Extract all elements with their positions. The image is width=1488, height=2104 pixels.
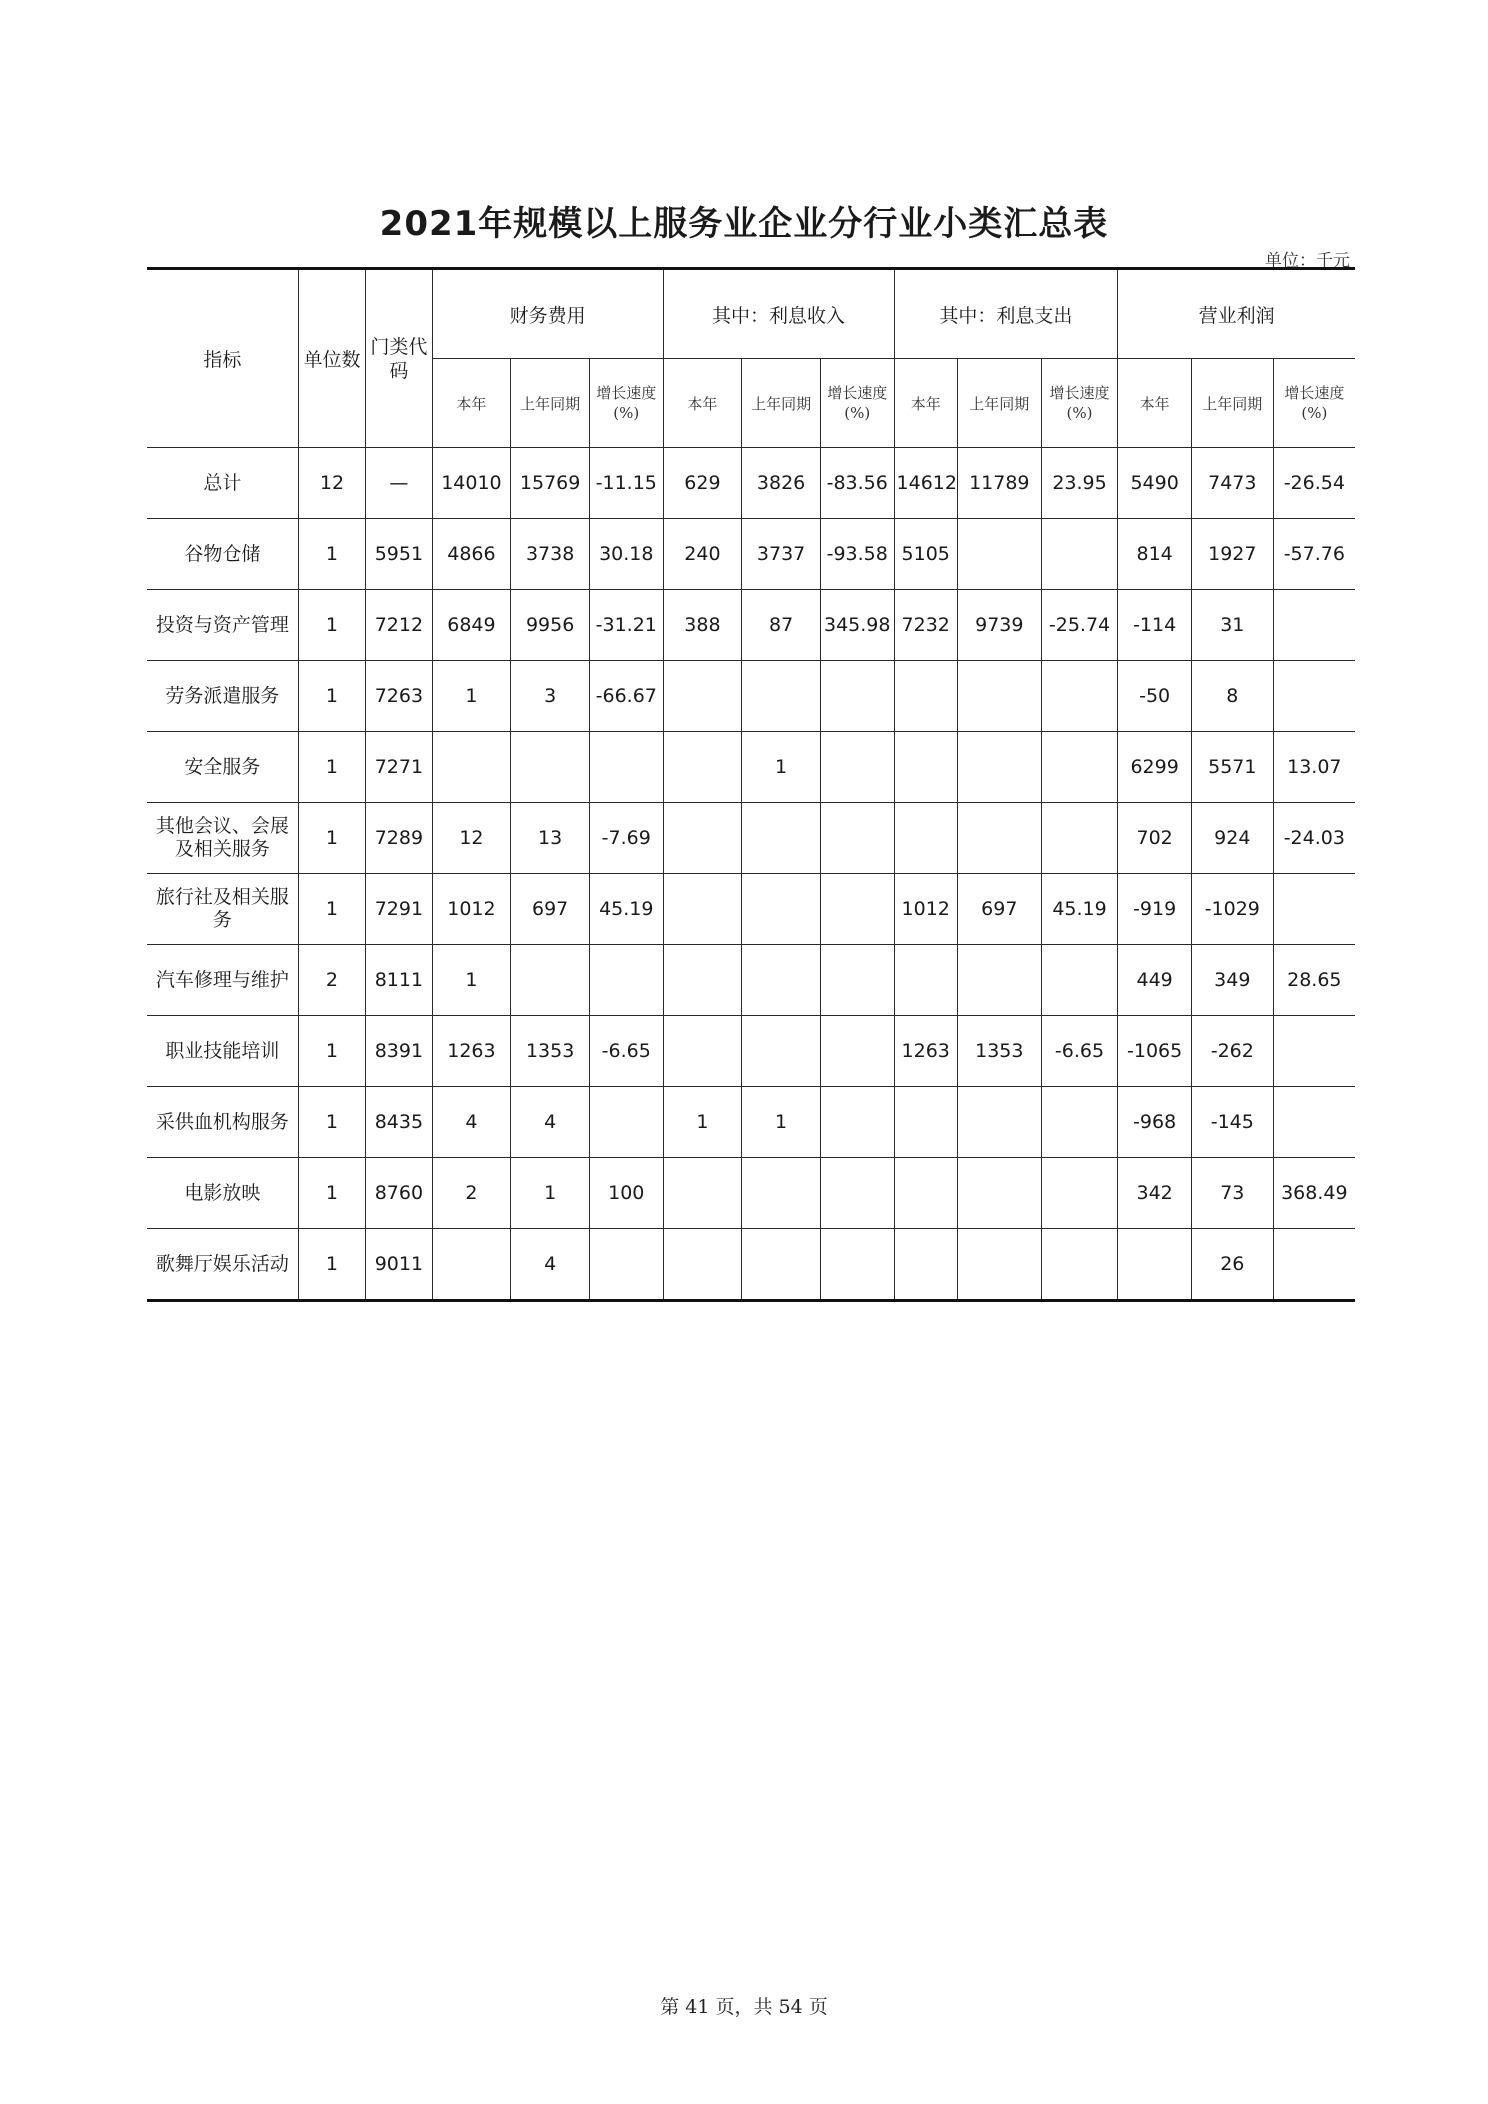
- row-value: 3826: [742, 448, 821, 519]
- row-value: [957, 732, 1041, 803]
- row-value: [589, 1229, 663, 1301]
- row-value: [742, 661, 821, 732]
- row-value: 100: [589, 1158, 663, 1229]
- subheader-g3-current-year: 本年: [1118, 359, 1192, 448]
- row-value: -145: [1191, 1087, 1273, 1158]
- row-unit-count: 12: [298, 448, 365, 519]
- row-name: 电影放映: [147, 1158, 298, 1229]
- header-group-interest-income: 其中：利息收入: [663, 269, 894, 359]
- row-value: -114: [1118, 590, 1192, 661]
- row-value: 28.65: [1273, 945, 1355, 1016]
- row-value: [511, 945, 590, 1016]
- row-value: [742, 1229, 821, 1301]
- unit-label: 单位：千元: [1265, 251, 1350, 271]
- row-code: 7291: [366, 874, 432, 945]
- row-name: 投资与资产管理: [147, 590, 298, 661]
- row-value: 45.19: [1041, 874, 1118, 945]
- row-value: 30.18: [589, 519, 663, 590]
- row-unit-count: 1: [298, 874, 365, 945]
- row-value: [589, 732, 663, 803]
- row-value: [742, 803, 821, 874]
- row-value: -7.69: [589, 803, 663, 874]
- row-value: [589, 1087, 663, 1158]
- row-value: [663, 732, 742, 803]
- row-unit-count: 1: [298, 661, 365, 732]
- row-value: [1118, 1229, 1192, 1301]
- subheader-g0-growth-rate: 增长速度(%): [589, 359, 663, 448]
- row-value: [820, 945, 894, 1016]
- row-code: 8391: [366, 1016, 432, 1087]
- row-code: —: [366, 448, 432, 519]
- row-value: 9739: [957, 590, 1041, 661]
- page-footer: 第 41 页，共 54 页: [660, 1996, 828, 2018]
- subheader-g1-prior-year: 上年同期: [742, 359, 821, 448]
- row-code: 7263: [366, 661, 432, 732]
- row-value: [1273, 1229, 1355, 1301]
- table-row: [147, 519, 1355, 590]
- row-value: [1273, 1087, 1355, 1158]
- row-value: [1273, 590, 1355, 661]
- row-value: 23.95: [1041, 448, 1118, 519]
- row-value: [894, 945, 957, 1016]
- row-code: 8435: [366, 1087, 432, 1158]
- row-value: 8: [1191, 661, 1273, 732]
- row-value: -6.65: [589, 1016, 663, 1087]
- row-value: [957, 803, 1041, 874]
- row-code: 7289: [366, 803, 432, 874]
- row-value: [742, 1016, 821, 1087]
- row-value: 26: [1191, 1229, 1273, 1301]
- row-value: 1012: [894, 874, 957, 945]
- row-value: [663, 1016, 742, 1087]
- table-row: [147, 874, 1355, 945]
- subheader-g2-current-year: 本年: [894, 359, 957, 448]
- row-value: 31: [1191, 590, 1273, 661]
- row-value: [1041, 1158, 1118, 1229]
- row-value: 13: [511, 803, 590, 874]
- row-value: [957, 945, 1041, 1016]
- row-code: 8760: [366, 1158, 432, 1229]
- row-value: 3737: [742, 519, 821, 590]
- row-value: -968: [1118, 1087, 1192, 1158]
- row-value: [820, 1087, 894, 1158]
- row-value: 73: [1191, 1158, 1273, 1229]
- row-value: 1: [663, 1087, 742, 1158]
- row-name: 总计: [147, 448, 298, 519]
- row-unit-count: 1: [298, 1229, 365, 1301]
- row-value: [1273, 1016, 1355, 1087]
- row-value: 9956: [511, 590, 590, 661]
- subheader-g2-prior-year: 上年同期: [957, 359, 1041, 448]
- row-value: 87: [742, 590, 821, 661]
- row-value: [663, 803, 742, 874]
- row-code: 7271: [366, 732, 432, 803]
- row-value: [1041, 732, 1118, 803]
- row-value: [1041, 1229, 1118, 1301]
- row-value: [820, 1158, 894, 1229]
- row-value: [432, 732, 511, 803]
- header-group-operating-profit: 营业利润: [1118, 269, 1355, 359]
- row-value: [511, 732, 590, 803]
- row-name: 旅行社及相关服务: [147, 874, 298, 945]
- row-value: [820, 732, 894, 803]
- row-value: [1041, 945, 1118, 1016]
- row-value: 697: [511, 874, 590, 945]
- row-value: -66.67: [589, 661, 663, 732]
- row-value: [894, 732, 957, 803]
- row-value: 5105: [894, 519, 957, 590]
- table-row: [147, 1087, 1355, 1158]
- row-value: [1273, 661, 1355, 732]
- row-value: [957, 1158, 1041, 1229]
- row-value: 1263: [894, 1016, 957, 1087]
- row-value: 13.07: [1273, 732, 1355, 803]
- subheader-g2-growth-rate: 增长速度(%): [1041, 359, 1118, 448]
- row-value: [820, 803, 894, 874]
- table-row: [147, 803, 1355, 874]
- row-value: -11.15: [589, 448, 663, 519]
- row-value: 45.19: [589, 874, 663, 945]
- row-code: 9011: [366, 1229, 432, 1301]
- row-value: 6849: [432, 590, 511, 661]
- row-value: 697: [957, 874, 1041, 945]
- row-unit-count: 1: [298, 590, 365, 661]
- row-value: [957, 661, 1041, 732]
- row-value: 3: [511, 661, 590, 732]
- row-value: 1353: [511, 1016, 590, 1087]
- row-value: 349: [1191, 945, 1273, 1016]
- row-value: 4866: [432, 519, 511, 590]
- row-value: 5571: [1191, 732, 1273, 803]
- row-value: 1: [742, 1087, 821, 1158]
- row-value: [894, 803, 957, 874]
- table-row: [147, 1016, 1355, 1087]
- header-group-finance-cost: 财务费用: [432, 269, 663, 359]
- row-value: 1: [432, 945, 511, 1016]
- row-name: 采供血机构服务: [147, 1087, 298, 1158]
- row-value: 4: [511, 1087, 590, 1158]
- subheader-g1-current-year: 本年: [663, 359, 742, 448]
- header-unit-count: 单位数: [298, 269, 365, 448]
- row-code: 7212: [366, 590, 432, 661]
- row-value: [957, 1087, 1041, 1158]
- row-value: [1041, 661, 1118, 732]
- row-value: 1263: [432, 1016, 511, 1087]
- row-value: -919: [1118, 874, 1192, 945]
- row-name: 劳务派遣服务: [147, 661, 298, 732]
- row-unit-count: 2: [298, 945, 365, 1016]
- row-value: [894, 1087, 957, 1158]
- row-value: -6.65: [1041, 1016, 1118, 1087]
- row-value: [820, 874, 894, 945]
- row-value: -50: [1118, 661, 1192, 732]
- row-value: 1: [432, 661, 511, 732]
- row-value: [820, 661, 894, 732]
- row-value: 4: [511, 1229, 590, 1301]
- row-value: [820, 1016, 894, 1087]
- row-value: [663, 661, 742, 732]
- row-value: 12: [432, 803, 511, 874]
- row-value: [742, 945, 821, 1016]
- row-value: [663, 1229, 742, 1301]
- subheader-g0-current-year: 本年: [432, 359, 511, 448]
- summary-table: [147, 267, 1355, 1302]
- row-value: 1927: [1191, 519, 1273, 590]
- row-value: 15769: [511, 448, 590, 519]
- row-name: 歌舞厅娱乐活动: [147, 1229, 298, 1301]
- row-unit-count: 1: [298, 1087, 365, 1158]
- row-value: [957, 519, 1041, 590]
- row-value: [894, 1158, 957, 1229]
- row-value: 814: [1118, 519, 1192, 590]
- table-row: [147, 945, 1355, 1016]
- row-value: [1041, 1087, 1118, 1158]
- row-value: -93.58: [820, 519, 894, 590]
- row-value: [894, 661, 957, 732]
- row-value: [742, 874, 821, 945]
- row-value: 7232: [894, 590, 957, 661]
- table-row: [147, 448, 1355, 519]
- table-row: [147, 732, 1355, 803]
- row-value: [820, 1229, 894, 1301]
- row-value: 368.49: [1273, 1158, 1355, 1229]
- row-value: 7473: [1191, 448, 1273, 519]
- row-value: 1: [742, 732, 821, 803]
- subheader-g3-growth-rate: 增长速度(%): [1273, 359, 1355, 448]
- row-unit-count: 1: [298, 1158, 365, 1229]
- table-row: [147, 1158, 1355, 1229]
- row-value: [432, 1229, 511, 1301]
- row-value: 702: [1118, 803, 1192, 874]
- row-code: 8111: [366, 945, 432, 1016]
- table-row: [147, 661, 1355, 732]
- subheader-g1-growth-rate: 增长速度(%): [820, 359, 894, 448]
- row-value: [589, 945, 663, 1016]
- row-value: -31.21: [589, 590, 663, 661]
- row-unit-count: 1: [298, 732, 365, 803]
- row-value: 6299: [1118, 732, 1192, 803]
- row-value: -262: [1191, 1016, 1273, 1087]
- row-value: 1012: [432, 874, 511, 945]
- row-unit-count: 1: [298, 519, 365, 590]
- row-value: [894, 1229, 957, 1301]
- row-code: 5951: [366, 519, 432, 590]
- row-value: -24.03: [1273, 803, 1355, 874]
- row-value: 3738: [511, 519, 590, 590]
- row-value: 5490: [1118, 448, 1192, 519]
- row-value: 1353: [957, 1016, 1041, 1087]
- row-value: 388: [663, 590, 742, 661]
- row-value: -1065: [1118, 1016, 1192, 1087]
- subheader-g3-prior-year: 上年同期: [1191, 359, 1273, 448]
- row-value: [1041, 803, 1118, 874]
- row-value: 14010: [432, 448, 511, 519]
- row-name: 职业技能培训: [147, 1016, 298, 1087]
- row-value: 1: [511, 1158, 590, 1229]
- row-value: 240: [663, 519, 742, 590]
- row-value: [1273, 874, 1355, 945]
- row-name: 安全服务: [147, 732, 298, 803]
- row-value: 342: [1118, 1158, 1192, 1229]
- row-value: 11789: [957, 448, 1041, 519]
- header-group-interest-expense: 其中：利息支出: [894, 269, 1118, 359]
- row-value: 4: [432, 1087, 511, 1158]
- row-value: [663, 874, 742, 945]
- row-value: 924: [1191, 803, 1273, 874]
- row-value: -1029: [1191, 874, 1273, 945]
- row-value: 14612: [894, 448, 957, 519]
- header-code: 门类代码: [366, 269, 432, 448]
- row-value: [663, 945, 742, 1016]
- row-value: -25.74: [1041, 590, 1118, 661]
- header-indicator: 指标: [147, 269, 298, 448]
- subheader-g0-prior-year: 上年同期: [511, 359, 590, 448]
- row-value: 2: [432, 1158, 511, 1229]
- row-name: 谷物仓储: [147, 519, 298, 590]
- row-name: 其他会议、会展及相关服务: [147, 803, 298, 874]
- row-value: 629: [663, 448, 742, 519]
- row-value: 449: [1118, 945, 1192, 1016]
- row-value: [1041, 519, 1118, 590]
- row-value: -26.54: [1273, 448, 1355, 519]
- table-row: [147, 590, 1355, 661]
- table-row: [147, 1229, 1355, 1301]
- row-unit-count: 1: [298, 1016, 365, 1087]
- page-title: 2021年规模以上服务业企业分行业小类汇总表: [379, 204, 1109, 244]
- row-value: [742, 1158, 821, 1229]
- row-name: 汽车修理与维护: [147, 945, 298, 1016]
- row-value: 345.98: [820, 590, 894, 661]
- row-unit-count: 1: [298, 803, 365, 874]
- row-value: [663, 1158, 742, 1229]
- row-value: -57.76: [1273, 519, 1355, 590]
- row-value: [957, 1229, 1041, 1301]
- row-value: -83.56: [820, 448, 894, 519]
